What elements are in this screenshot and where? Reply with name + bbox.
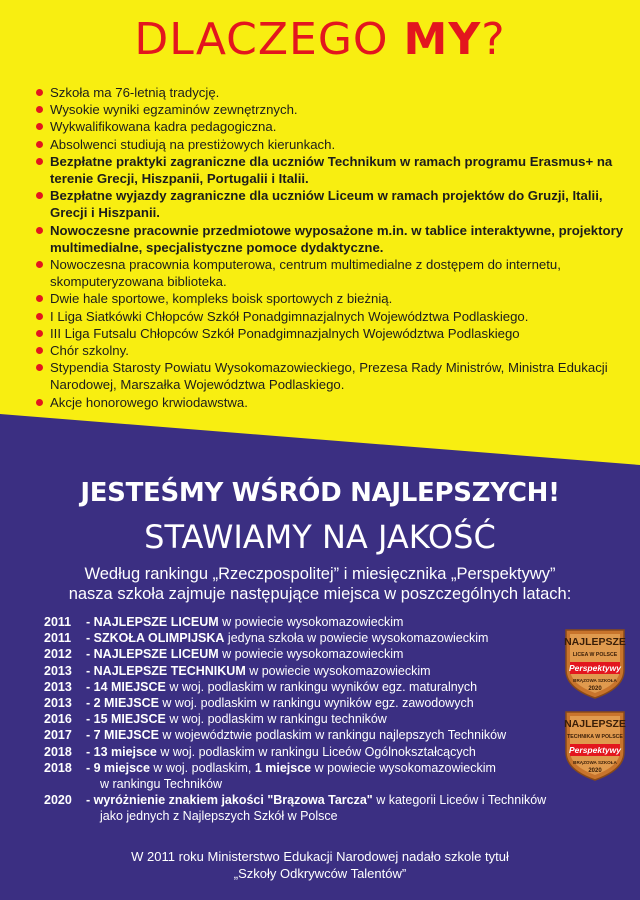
ranking-highlight: - NAJLEPSZE TECHNIKUM xyxy=(86,663,246,678)
badge-subtitle: TECHNIKA W POLSCE xyxy=(567,734,623,740)
ranking-row xyxy=(44,760,604,776)
ranking-year: 2013 xyxy=(44,663,72,678)
ranking-text: jako jednych z Najlepszych Szkół w Polsce xyxy=(100,809,338,824)
ranking-text: w woj. podlaskim w rankingu Liceów Ogólnokształcących xyxy=(156,744,476,759)
reasons-list xyxy=(36,84,636,411)
ranking-row xyxy=(44,808,604,824)
ranking-row xyxy=(44,646,604,662)
badge-best-technical-schools xyxy=(562,708,628,782)
ranking-highlight: - wyróżnienie znakiem jakości "Brązowa Tarcza" xyxy=(86,793,373,808)
ranking-row xyxy=(44,727,604,743)
ranking-year: 2013 xyxy=(44,679,72,694)
headline-best: JESTEŚMY WŚRÓD NAJLEPSZYCH! xyxy=(80,478,560,508)
ranking-year: 2011 xyxy=(44,615,72,629)
ranking-highlight: - 13 miejsce xyxy=(86,744,157,759)
badge-brand: Perspektywy xyxy=(569,745,621,755)
badge-rank: BRĄZOWA SZKOŁA xyxy=(573,678,617,683)
badge-best-lyceums xyxy=(562,626,628,700)
reason-item: Chór szkolny. xyxy=(36,342,636,359)
reason-item: I Liga Siatkówki Chłopców Szkół Ponadgimnazjalnych Województwa Podlaskiego. xyxy=(36,308,636,325)
ranking-text: w powiecie wysokomazowieckim xyxy=(245,663,431,678)
ranking-year: 2018 xyxy=(44,744,72,759)
ranking-row xyxy=(44,744,604,760)
reason-item: Nowoczesna pracownia komputerowa, centrum multimedialne z dostępem do internetu, skomputeryzowana biblioteka. xyxy=(36,256,636,290)
ranking-highlight: - 9 miejsce xyxy=(86,760,150,775)
badge-year: 2020 xyxy=(588,686,602,692)
ranking-year: 2016 xyxy=(44,712,72,727)
ranking-year: 2013 xyxy=(44,696,72,711)
footer-note: W 2011 roku Ministerstwo Edukacji Narodowej nadało szkole tytuł „Szkoły Odkrywców Talentów” xyxy=(131,849,509,881)
ranking-text: w powiecie wysokomazowieckim xyxy=(218,615,404,629)
ranking-text: w woj. podlaskim w rankingu wyników egz. zawodowych xyxy=(158,696,474,711)
ranking-text: w woj. podlaskim w rankingu techników xyxy=(165,712,387,727)
ranking-year: 2011 xyxy=(44,631,72,646)
ranking-intro: Według rankingu „Rzeczpospolitej” i miesięcznika „Perspektywy” nasza szkoła zajmuje następujące miejsca w poszczególnych latach: xyxy=(68,565,572,603)
shield-emblem-icon xyxy=(562,626,628,700)
reason-item: Dwie hale sportowe, kompleks boisk sportowych z bieżnią. xyxy=(36,290,636,307)
ranking-year: 2017 xyxy=(44,728,72,743)
ranking-text: w powiecie wysokomazowieckim xyxy=(218,647,404,662)
ranking-row xyxy=(44,614,604,630)
ranking-highlight: 1 miejsce xyxy=(254,760,312,775)
badge-year: 2020 xyxy=(588,768,602,774)
reason-item: III Liga Futsalu Chłopców Szkół Ponadgimnazjalnych Województwa Podlaskiego xyxy=(36,325,636,342)
ranking-text: w rankingu Techników xyxy=(100,777,223,792)
reason-item: Stypendia Starosty Powiatu Wysokomazowieckiego, Prezesa Rady Ministrów, Ministra Edukacji Narodowej, Marszałka Województwa Podlaskiego. xyxy=(36,359,636,393)
ranking-highlight: - NAJLEPSZE LICEUM xyxy=(86,615,219,629)
ranking-year: 2020 xyxy=(44,793,72,808)
badge-title: NAJLEPSZE xyxy=(564,718,626,730)
badge-subtitle: LICEA W POLSCE xyxy=(572,652,618,658)
ranking-highlight: - 7 MIEJSCE xyxy=(86,728,159,743)
ranking-highlight: - NAJLEPSZE LICEUM xyxy=(86,647,219,662)
ranking-text: w woj. podlaskim, xyxy=(149,760,255,775)
ranking-text: w woj. podlaskim w rankingu wyników egz. maturalnych xyxy=(165,679,478,694)
reason-item: Szkoła ma 76-letnią tradycję. xyxy=(36,84,636,101)
reason-item: Akcje honorowego krwiodawstwa. xyxy=(36,394,636,411)
page-title: DLACZEGO MY? xyxy=(134,14,506,65)
ranking-highlight: - 14 MIEJSCE xyxy=(86,679,166,694)
badge-rank: BRĄZOWA SZKOŁA xyxy=(573,760,617,765)
ranking-row xyxy=(44,679,604,695)
ranking-highlight: - 15 MIEJSCE xyxy=(86,712,166,727)
ranking-row xyxy=(44,792,604,808)
ranking-text: jedyna szkoła w powiecie wysokomazowieckim xyxy=(224,631,489,646)
badge-title: NAJLEPSZE xyxy=(564,636,626,648)
ranking-highlight: - 2 MIEJSCE xyxy=(86,696,159,711)
ranking-row xyxy=(44,711,604,727)
reason-item: Absolwenci studiują na prestiżowych kierunkach. xyxy=(36,136,636,153)
ranking-text: w kategorii Liceów i Techników xyxy=(372,793,547,808)
ranking-highlight: - SZKOŁA OLIMPIJSKA xyxy=(86,631,225,646)
reason-item: Bezpłatne wyjazdy zagraniczne dla uczniów Liceum w ramach projektów do Gruzji, Italii, Grecji i Hiszpanii. xyxy=(36,187,636,221)
ranking-text: w powiecie wysokomazowieckim xyxy=(311,760,496,775)
rankings-list xyxy=(44,614,604,825)
headline-quality: STAWIAMY NA JAKOŚĆ xyxy=(144,518,496,556)
ranking-row xyxy=(44,663,604,679)
badge-brand: Perspektywy xyxy=(569,663,621,673)
reason-item: Bezpłatne praktyki zagraniczne dla uczniów Technikum w ramach programu Erasmus+ na terenie Grecji, Hiszpanii, Portugalii i Italii. xyxy=(36,153,636,187)
reason-item: Wysokie wyniki egzaminów zewnętrznych. xyxy=(36,101,636,118)
ranking-text: w województwie podlaskim w rankingu najlepszych Techników xyxy=(158,728,507,743)
reason-item: Wykwalifikowana kadra pedagogiczna. xyxy=(36,118,636,135)
ranking-year: 2012 xyxy=(44,647,72,662)
ranking-row xyxy=(44,630,604,646)
ranking-row xyxy=(44,695,604,711)
ranking-year: 2018 xyxy=(44,760,72,775)
ranking-row xyxy=(44,776,604,792)
reason-item: Nowoczesne pracownie przedmiotowe wyposażone m.in. w tablice interaktywne, projektory multimedialne, specjalistyczne pomoce dydaktyczne. xyxy=(36,222,636,256)
shield-emblem-icon xyxy=(562,708,628,782)
